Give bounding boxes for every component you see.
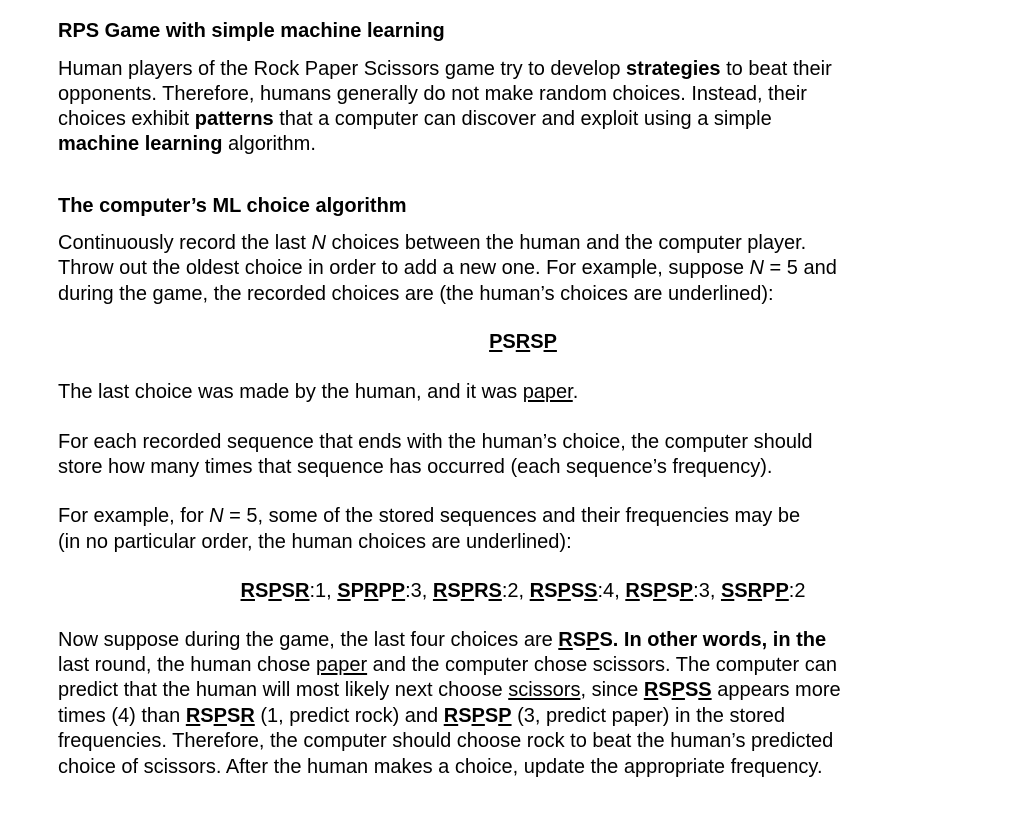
example-sequence xyxy=(58,330,988,355)
human-choice: S xyxy=(488,580,502,602)
computer-choice: R xyxy=(474,580,489,602)
human-choice: R xyxy=(625,580,640,602)
human-choice: R xyxy=(240,705,255,727)
human-choice: P xyxy=(498,705,512,727)
computer-choice: S xyxy=(658,679,672,701)
computer-choice: S xyxy=(570,580,585,602)
computer-choice: S xyxy=(502,331,516,353)
human-choice: R xyxy=(432,580,448,602)
human-choice: P xyxy=(471,705,485,727)
store-line-2: store how many times that sequence has occurred (each sequence’s frequency). xyxy=(58,456,773,478)
human-choice: S xyxy=(337,580,351,602)
human-choice: P xyxy=(775,580,789,602)
human-choice: R xyxy=(295,580,310,602)
intro-line-1: Human players of the Rock Paper Scissors game try to develop strategies to beat their xyxy=(58,58,832,80)
human-choice: P xyxy=(543,331,557,353)
stored-sequence xyxy=(241,580,310,602)
sequence-rsps xyxy=(558,629,612,651)
intro-line-2: opponents. Therefore, humans generally do not make random choices. Instead, their xyxy=(58,83,807,105)
separator: , xyxy=(709,580,721,602)
computer-choice: S xyxy=(666,580,680,602)
page-title: RPS Game with simple machine learning xyxy=(58,20,445,42)
freq-intro-line-2: (in no particular order, the human choices are underlined): xyxy=(58,531,572,553)
prediction-line-3: predict that the human will most likely next choose scissors, since RSPSS appears more xyxy=(58,679,841,701)
separator: , xyxy=(421,580,433,602)
computer-choice: S xyxy=(458,705,472,727)
sequence-frequency: :4 xyxy=(597,580,615,602)
computer-choice: S xyxy=(447,580,461,602)
computer-choice: S xyxy=(599,629,613,651)
sequence-rspsp xyxy=(444,705,512,727)
frequency-list xyxy=(58,579,988,604)
sequence-rspsr xyxy=(186,705,255,727)
human-choice: P xyxy=(489,331,503,353)
human-choice: P xyxy=(391,580,406,602)
human-choice: R xyxy=(363,580,379,602)
human-choice: R xyxy=(515,331,531,353)
human-choice: P xyxy=(653,580,667,602)
stored-sequence xyxy=(625,580,693,602)
computer-choice: S xyxy=(572,629,587,651)
sequence-frequency: :2 xyxy=(501,580,519,602)
computer-choice: S xyxy=(281,580,296,602)
intro-line-3: choices exhibit patterns that a computer can discover and exploit using a simple xyxy=(58,108,772,130)
sequence-frequency: :1 xyxy=(309,580,327,602)
human-choice: S xyxy=(698,679,712,701)
stored-sequence xyxy=(337,580,405,602)
human-choice: R xyxy=(240,580,255,602)
prediction-line-2: last round, the human chose paper and the computer chose scissors. The computer can xyxy=(58,654,837,676)
human-choice: R xyxy=(529,580,545,602)
stored-sequence xyxy=(530,580,598,602)
sequence-frequency: :2 xyxy=(788,580,806,602)
computer-choice: P xyxy=(350,580,364,602)
section-title: The computer’s ML choice algorithm xyxy=(58,195,407,217)
prediction-line-6: choice of scissors. After the human makes a choice, update the appropriate frequency. xyxy=(58,756,823,778)
human-choice: R xyxy=(185,705,201,727)
computer-choice: S xyxy=(226,705,241,727)
algo-line-3: during the game, the recorded choices are (the human’s choices are underlined): xyxy=(58,283,774,305)
last-choice-line: The last choice was made by the human, and it was paper. xyxy=(58,381,579,403)
sequence-frequency: :3 xyxy=(693,580,710,602)
human-choice: P xyxy=(460,580,475,602)
human-choice: P xyxy=(213,705,227,727)
human-choice: P xyxy=(268,580,282,602)
human-choice: P xyxy=(586,629,600,651)
sequence-frequency: :3 xyxy=(405,580,422,602)
human-choice: P xyxy=(679,580,694,602)
separator: , xyxy=(518,580,530,602)
prediction-line-5: frequencies. Therefore, the computer should choose rock to beat the human’s predicted xyxy=(58,730,834,752)
computer-choice: S xyxy=(530,331,544,353)
computer-choice: P xyxy=(762,580,776,602)
computer-choice: S xyxy=(544,580,558,602)
human-choice: S xyxy=(720,580,735,602)
computer-choice: S xyxy=(639,580,654,602)
human-choice: S xyxy=(584,580,598,602)
algo-line-1: Continuously record the last N choices between the human and the computer player. xyxy=(58,232,807,254)
intro-line-4: machine learning algorithm. xyxy=(58,133,316,155)
human-choice: R xyxy=(558,629,573,651)
stored-sequence xyxy=(721,580,789,602)
separator: , xyxy=(326,580,338,602)
human-choice: R xyxy=(443,705,459,727)
prediction-line-4: times (4) than RSPSR (1, predict rock) and RSPSP (3, predict paper) in the stored xyxy=(58,705,786,727)
sequence-rspss xyxy=(644,679,712,701)
computer-choice: P xyxy=(378,580,392,602)
computer-choice: S xyxy=(734,580,748,602)
computer-choice: S xyxy=(254,580,269,602)
freq-intro-line-1: For example, for N = 5, some of the stored sequences and their frequencies may be xyxy=(58,505,801,527)
human-choice: P xyxy=(557,580,571,602)
computer-choice: S xyxy=(684,679,699,701)
human-choice: P xyxy=(671,679,685,701)
human-choice: R xyxy=(643,679,659,701)
stored-sequence xyxy=(433,580,502,602)
human-choice: R xyxy=(747,580,763,602)
prediction-line-1: Now suppose during the game, the last four choices are RSPS. In other words, in the xyxy=(58,629,827,651)
algo-line-2: Throw out the oldest choice in order to add a new one. For example, suppose N = 5 and xyxy=(58,257,837,279)
computer-choice: S xyxy=(200,705,214,727)
separator: , xyxy=(614,580,626,602)
store-line-1: For each recorded sequence that ends with the human’s choice, the computer should xyxy=(58,431,813,453)
computer-choice: S xyxy=(484,705,499,727)
